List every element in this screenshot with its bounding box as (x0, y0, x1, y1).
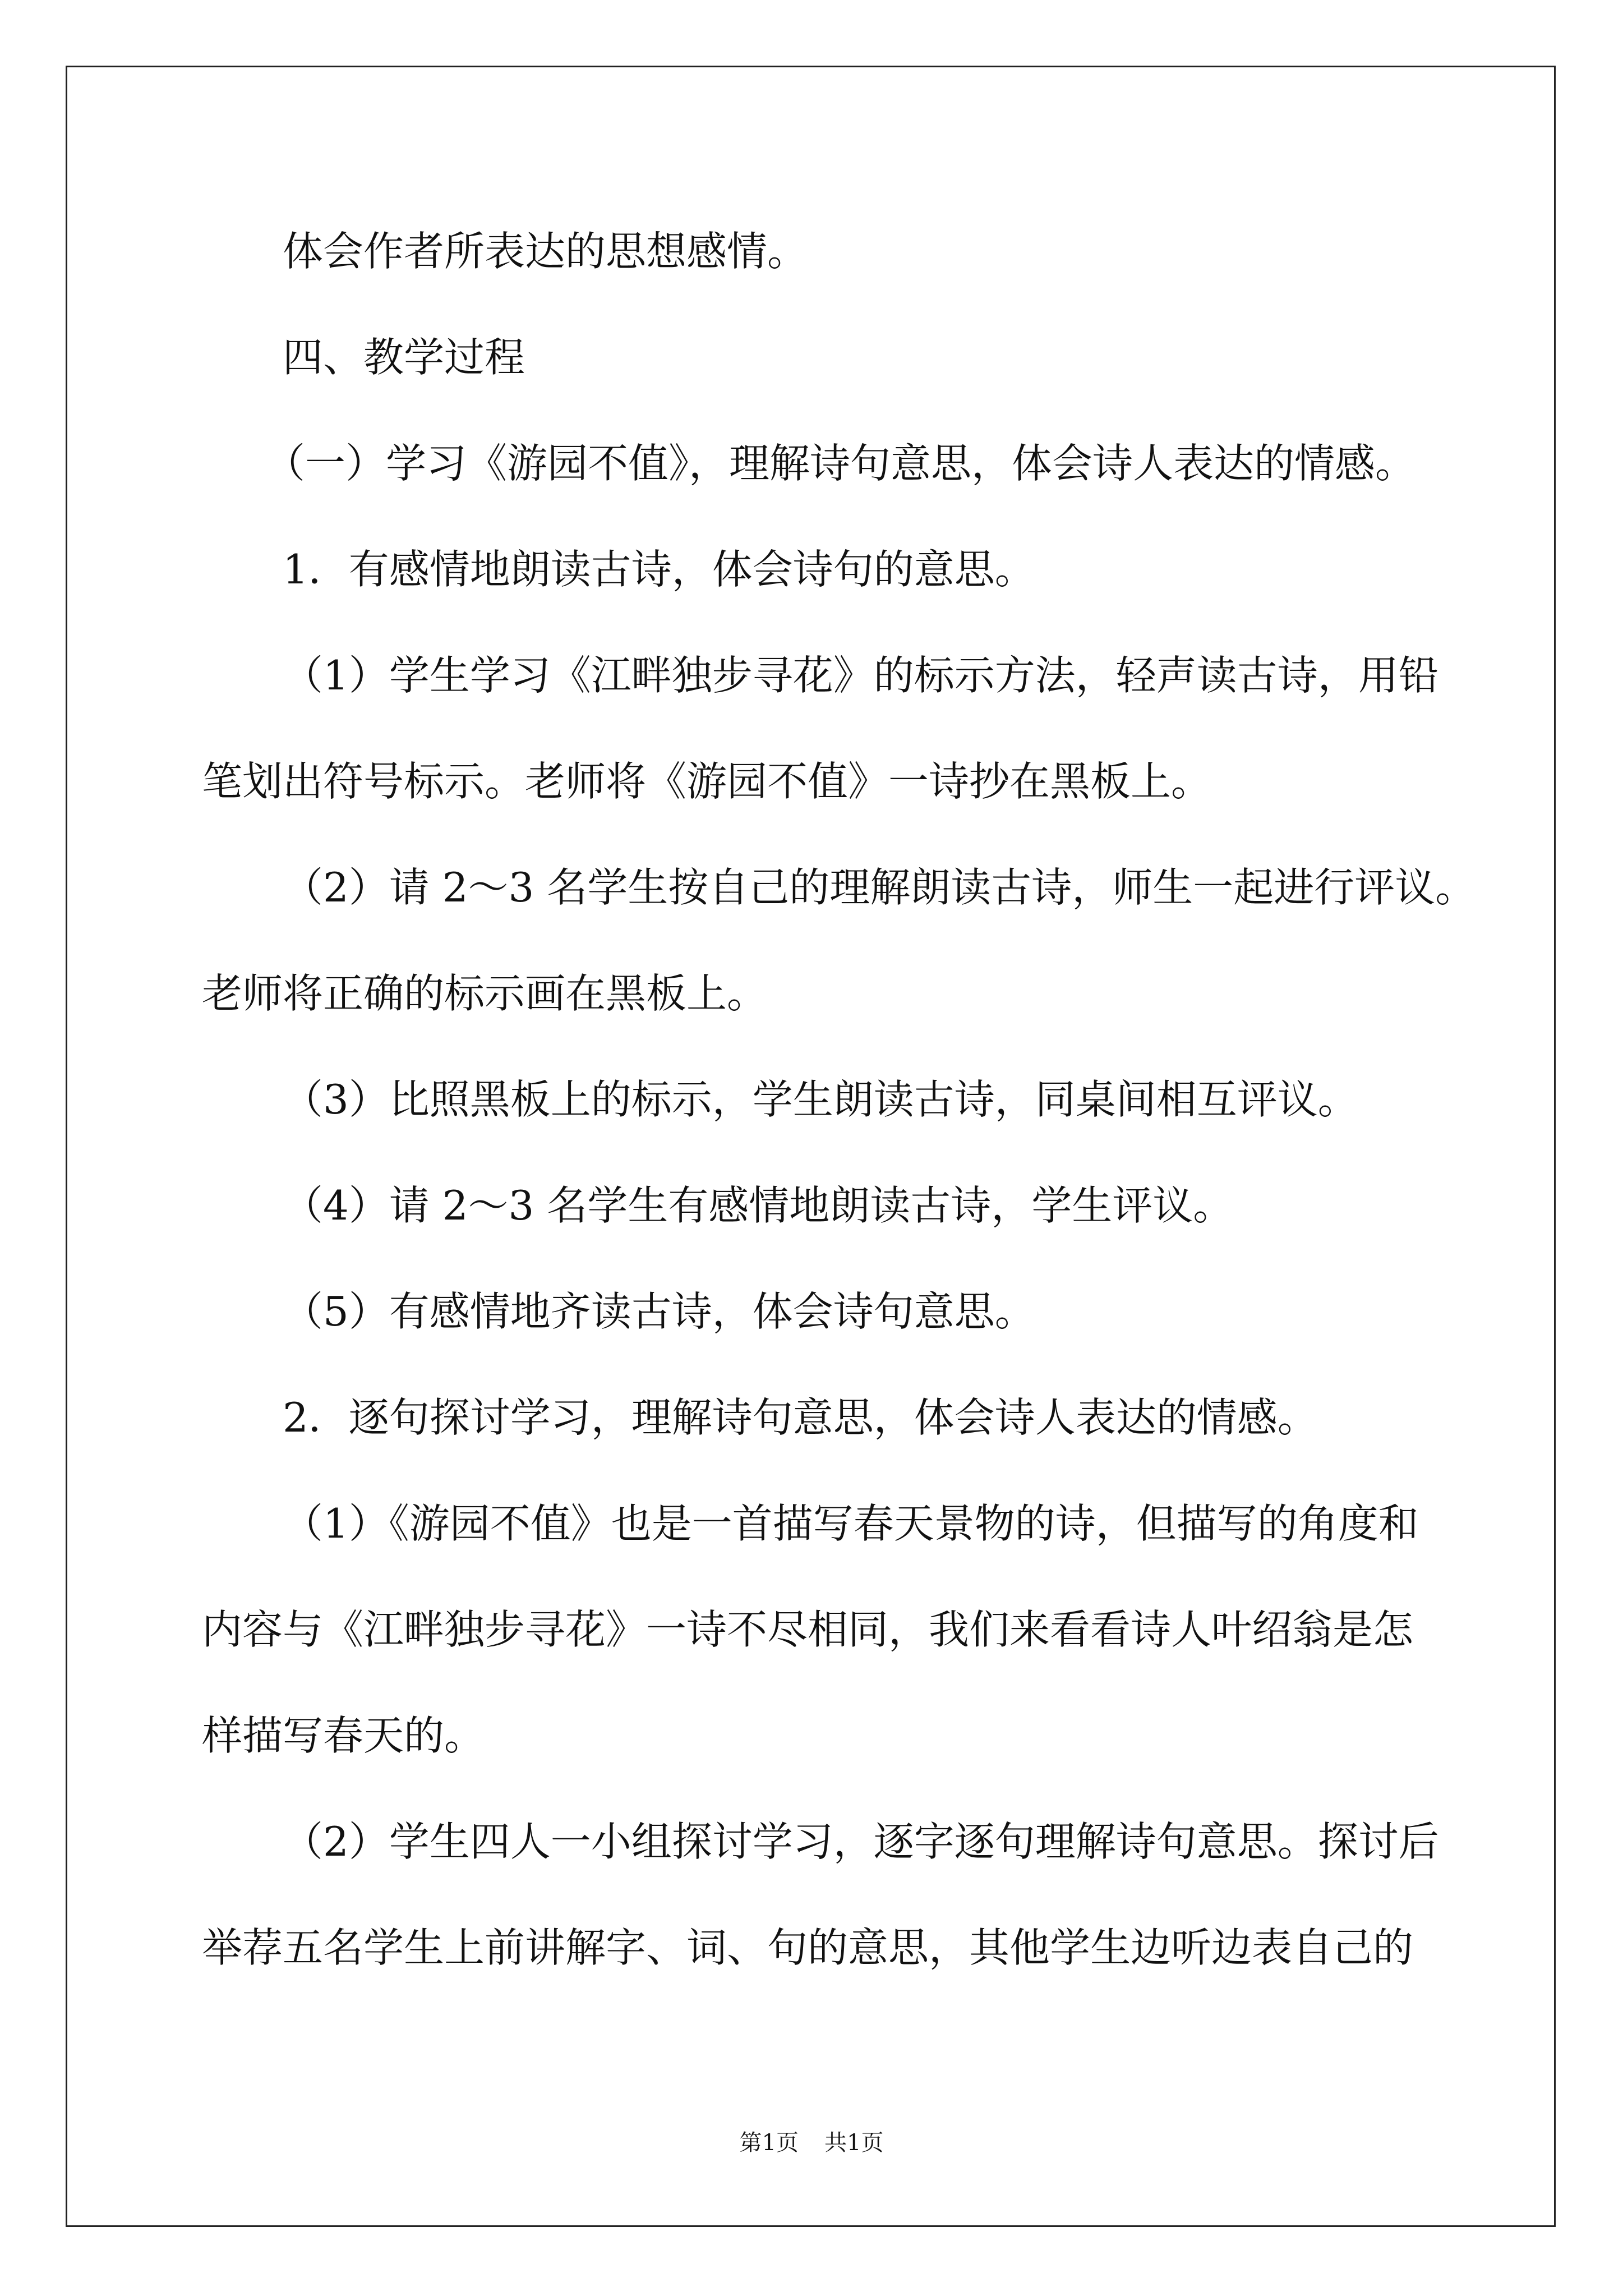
paragraph (202, 1047, 1525, 1153)
section-heading (202, 305, 1525, 411)
document-body (202, 199, 1525, 2001)
text-line: 2．逐句探讨学习，理解诗句意思，体会诗人表达的情感。 (283, 1394, 1318, 1441)
text-line: （2）学生四人一小组探讨学习，逐字逐句理解诗句意思。探讨后 (283, 1818, 1439, 1865)
text-line: （一）学习《游园不值》，理解诗句意思，体会诗人表达的情感。 (265, 440, 1416, 487)
text-line: （5）有感情地齐读古诗，体会诗句意思。 (283, 1288, 1035, 1335)
text-line: （1）《游园不值》也是一首描写春天景物的诗，但描写的角度和 (283, 1500, 1419, 1547)
paragraph (202, 1471, 1525, 1789)
text-line: （4）请 2～3 名学生有感情地朗读古诗，学生评议。 (283, 1182, 1234, 1229)
step-heading (202, 517, 1525, 623)
page-number: 第1页 (739, 2130, 799, 2156)
text-line: （2）请 2～3 名学生按自己的理解朗读古诗，师生一起进行评议。 (283, 864, 1476, 911)
text-line: 样描写春天的。 (202, 1712, 485, 1759)
paragraph (202, 1789, 1525, 2001)
text-line: （3）比照黑板上的标示，学生朗读古诗，同桌间相互评议。 (283, 1076, 1358, 1123)
page-footer (0, 2126, 1623, 2160)
paragraph (202, 1259, 1525, 1365)
subsection-heading (202, 411, 1525, 517)
text-line: 老师将正确的标示画在黑板上。 (202, 970, 768, 1017)
page-total: 共1页 (824, 2130, 884, 2156)
paragraph (202, 1153, 1525, 1259)
text-line: 笔划出符号标示。老师将《游园不值》一诗抄在黑板上。 (202, 758, 1212, 805)
text-line: 四、教学过程 (283, 334, 525, 381)
text-line: 1．有感情地朗读古诗，体会诗句的意思。 (283, 546, 1035, 593)
paragraph (202, 199, 1525, 305)
paragraph (202, 623, 1525, 835)
paragraph (202, 835, 1525, 1047)
text-line: （1）学生学习《江畔独步寻花》的标示方法，轻声读古诗，用铅 (283, 652, 1439, 699)
text-line: 内容与《江畔独步寻花》一诗不尽相同，我们来看看诗人叶绍翁是怎 (202, 1606, 1414, 1653)
text-line: 举荐五名学生上前讲解字、词、句的意思，其他学生边听边表自己的 (202, 1924, 1414, 1971)
step-heading (202, 1365, 1525, 1471)
text-line: 体会作者所表达的思想感情。 (283, 228, 808, 275)
